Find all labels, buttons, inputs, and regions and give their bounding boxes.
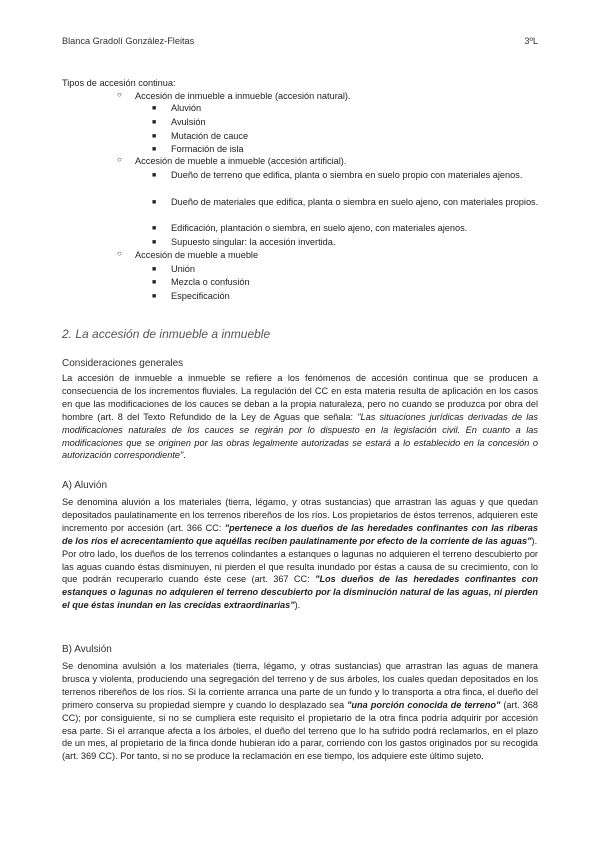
art-367-quote: "Los dueños de las heredades confinantes con estanques o lagunas no adquieren el terreno descubierto por la disminución natural de las aguas, ni pierden el que éstas inundan en las crecidas extraordinarias" [62,574,538,611]
aluvion-heading: A) Aluvión [62,480,108,491]
page-header [62,36,538,50]
art-368-quote: "una porción conocida de terreno" [347,699,501,710]
square-bullet-icon: ■ [152,172,157,179]
course-label: 3ºL [524,36,538,46]
subtype-item: ■ Dueño de materiales que edifica, planta o siembra en suelo ajeno, con materiales propios. [152,197,539,207]
square-bullet-icon: ■ [152,146,157,153]
subtype-item: ■ Mezcla o confusión [152,277,250,287]
subtype-item: ■ Mutación de cauce [152,131,249,141]
aluvion-paragraph: Se denomina aluvión a los materiales (tierra, légamo, y otras sustancias) que arrastran las aguas y que quedan depositados paulatinamente en los terrenos ribereños de los ríos. Los propietarios de éstos terrenos, adquieren este incremento por accesión (art. 366 CC: "pertenece a los dueños de las heredades confinantes con las riberas de los ríos el acrecentamiento que aquéllas reciben paulatinamente por efecto de la corriente de las aguas"). Por otro lado, los dueños de los terrenos colindantes a estanques o lagunas no adquieren el terreno descubierto por las aguas cuando éstas disminuyen, ni pierden el que resulta inundado por éstas a causa de su crecimiento, con lo que podrán recuperarlo cuando éste cese (art. 367 CC: "Los dueños de las heredades confinantes con estanques o lagunas no adquieren el terreno descubierto por la disminución natural de las aguas, ni pierden el que éstas inundan en las crecidas extraordinarias"). [62,497,538,611]
subtype-item: ■ Formación de isla [152,144,244,154]
circle-bullet-icon: ○ [117,155,122,164]
general-heading: Consideraciones generales [62,358,184,369]
subtype-item: ■ Avulsión [152,117,206,127]
square-bullet-icon: ■ [152,105,157,112]
subtype-item: ■ Supuesto singular: la accesión invertida. [152,237,336,247]
circle-bullet-icon: ○ [117,249,122,258]
square-bullet-icon: ■ [152,225,157,232]
circle-bullet-icon: ○ [117,90,122,99]
avulsion-paragraph: Se denomina avulsión a los materiales (tierra, légamo, y otras sustancias) que arrastran las aguas de manera brusca y violenta, produciendo una segregación del terreno y de sus árboles, los cuales quedan depositados en los terrenos ribereños de los ríos. Si la corriente arranca una parte de un fundo y lo transporta a otra finca, el dueño del primero conserva su propiedad siempre y cuando lo desplazado sea "una porción conocida de terreno" (art. 368 CC); por consiguiente, si no se cumpliera este requisito el propietario de la otra finca podría adquirir por accesión esa parte. Si el arranque afecta a los árboles, el dueño del terreno que lo ha sufrido podrá reclamarlos, en el plazo de un mes, al propietario de la finca donde hubieran ido a parar, corriendo con los gastos originados por su recogida (art. 369 CC). Por tanto, si no se produce la reclamación en ese tiempo, los adquiere este último sujeto. [62,661,538,762]
art-366-quote: "pertenece a los dueños de las heredades confinantes con las riberas de los ríos el acrecentamiento que aquéllas reciben paulatinamente por efecto de la corriente de las aguas" [62,522,538,546]
square-bullet-icon: ■ [152,119,157,126]
square-bullet-icon: ■ [152,199,157,206]
square-bullet-icon: ■ [152,239,157,246]
subtype-item: ■ Dueño de terreno que edifica, planta o siembra en suelo propio con materiales ajenos. [152,170,523,180]
square-bullet-icon: ■ [152,279,157,286]
general-paragraph: La accesión de inmueble a inmueble se refiere a los fenómenos de accesión continua que se producen a consecuencia de los incrementos fluviales. La regulación del CC en esta materia resulta de aplicación en los casos en que las modificaciones de los cauces se deban a la propia naturaleza, pero no cuando se produzca por obra del hombre (art. 8 del Texto Refundido de la Ley de Aguas que señala: "Las situaciones jurídicas derivadas de las modificaciones naturales de los cauces se regirán por lo dispuesto en la legislación civil. En cuanto a las modificaciones que se originen por las obras legalmente autorizadas se estará a lo establecido en la concesión o autorización correspondiente". [62,373,538,461]
section-title: 2. La accesión de inmueble a inmueble [62,327,271,341]
square-bullet-icon: ■ [152,133,157,140]
avulsion-heading: B) Avulsión [62,644,112,655]
types-intro: Tipos de accesión continua: [62,78,176,88]
subtype-item: ■ Unión [152,264,196,274]
square-bullet-icon: ■ [152,266,157,273]
subtype-item: ■ Especificación [152,291,230,301]
law-quote: "Las situaciones jurídicas derivadas de las modificaciones naturales de los cauces se regirán por lo dispuesto en la legislación civil. En cuanto a las modificaciones que se originen por las obras legalmente autorizadas se estará a lo establecido en la concesión o autorización correspondiente" [62,411,538,461]
subtype-item: ■ Aluvión [152,103,202,113]
subtype-item: ■ Edificación, plantación o siembra, en suelo ajeno, con materiales ajenos. [152,223,468,233]
square-bullet-icon: ■ [152,293,157,300]
author-name: Blanca Gradolí González-Fleitas [62,36,195,46]
